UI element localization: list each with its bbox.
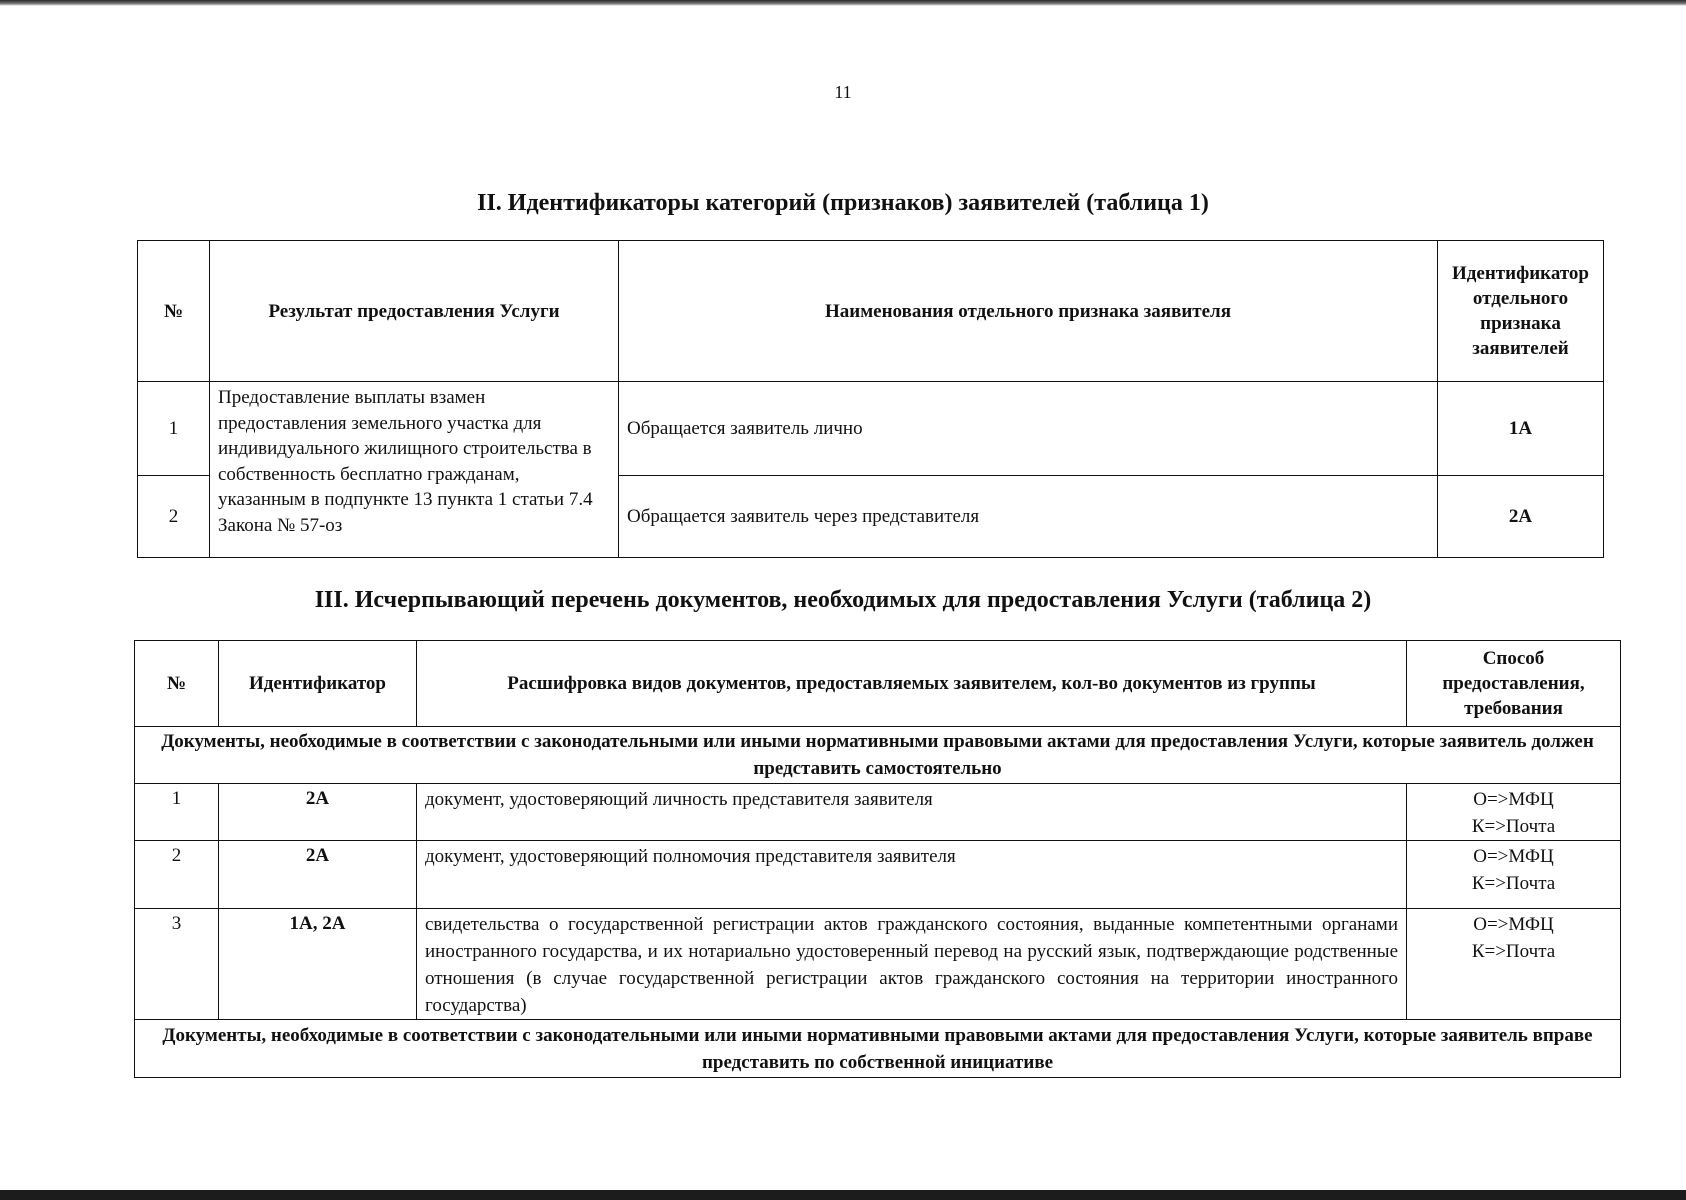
row-identifier: 1А, 2А — [219, 909, 417, 1020]
table-row — [135, 841, 1621, 909]
row-identifier: 2А — [1438, 476, 1604, 558]
group-row-required — [135, 727, 1621, 784]
service-result-cell: Предоставление выплаты взамен предоставления земельного участка для индивидуального жилищного строительства в собственность бесплатно гражданам, указанным в подпункте 13 пункта 1 статьи 7.4 Закона № 57-оз — [210, 382, 619, 558]
method-mail: К=>Почта — [1471, 873, 1556, 894]
table-row — [135, 909, 1621, 1020]
section-3-title: III. Исчерпывающий перечень документов, необходимых для предоставления Услуги (таблица 2) — [314, 587, 1372, 613]
row-identifier: 1А — [1438, 382, 1604, 476]
group-row-optional — [135, 1020, 1621, 1078]
row-name: Обращается заявитель через представителя — [619, 476, 1438, 558]
column-header-num: № — [135, 641, 219, 727]
row-num: 2 — [135, 841, 219, 909]
method-mail: К=>Почта — [1471, 941, 1556, 962]
row-num: 2 — [138, 476, 210, 558]
row-num: 1 — [138, 382, 210, 476]
column-header-num: № — [138, 241, 210, 382]
row-identifier: 2А — [219, 841, 417, 909]
row-method — [1407, 909, 1621, 1020]
row-num: 3 — [135, 909, 219, 1020]
group-title-required: Документы, необходимые в соответствии с законодательными или иными нормативными правовыми актами для предоставления Услуги, которые заявитель должен представить самостоятельно — [135, 727, 1621, 784]
page-number: 11 — [834, 82, 852, 102]
scan-edge-top — [0, 0, 1686, 6]
row-name: Обращается заявитель лично — [619, 382, 1438, 476]
method-office: О=>МФЦ — [1473, 914, 1554, 935]
scan-edge-bottom — [0, 1190, 1686, 1200]
row-description: документ, удостоверяющий полномочия представителя заявителя — [417, 841, 1407, 909]
column-header-identifier: Идентификатор отдельного признака заявителей — [1438, 241, 1604, 382]
documents-table — [134, 640, 1621, 1078]
column-header-result: Результат предоставления Услуги — [210, 241, 619, 382]
table-header-row — [135, 641, 1621, 727]
row-num: 1 — [135, 784, 219, 841]
column-header-method: Способ предоставления, требования — [1407, 641, 1621, 727]
column-header-description: Расшифровка видов документов, предоставляемых заявителем, кол-во документов из группы — [417, 641, 1407, 727]
table-header-row — [138, 241, 1604, 382]
row-description: документ, удостоверяющий личность представителя заявителя — [417, 784, 1407, 841]
applicant-categories-table — [137, 240, 1604, 558]
row-method — [1407, 784, 1621, 841]
section-2-title: II. Идентификаторы категорий (признаков) заявителей (таблица 1) — [477, 190, 1209, 216]
column-header-identifier: Идентификатор — [219, 641, 417, 727]
row-identifier: 2А — [219, 784, 417, 841]
table-row — [135, 784, 1621, 841]
method-mail: К=>Почта — [1471, 816, 1556, 837]
column-header-name: Наименования отдельного признака заявителя — [619, 241, 1438, 382]
group-title-optional: Документы, необходимые в соответствии с законодательными или иными нормативными правовыми актами для предоставления Услуги, которые заявитель вправе представить по собственной инициативе — [135, 1020, 1621, 1078]
row-method — [1407, 841, 1621, 909]
method-office: О=>МФЦ — [1473, 846, 1554, 867]
row-description: свидетельства о государственной регистрации актов гражданского состояния, выданные компетентными органами иностранного государства, и их нотариально удостоверенный перевод на русский язык, подтверждающие родственные отношения (в случае государственной регистрации актов гражданского состояния на территории иностранного государства) — [417, 909, 1407, 1020]
method-office: О=>МФЦ — [1473, 789, 1554, 810]
table-row — [138, 382, 1604, 476]
